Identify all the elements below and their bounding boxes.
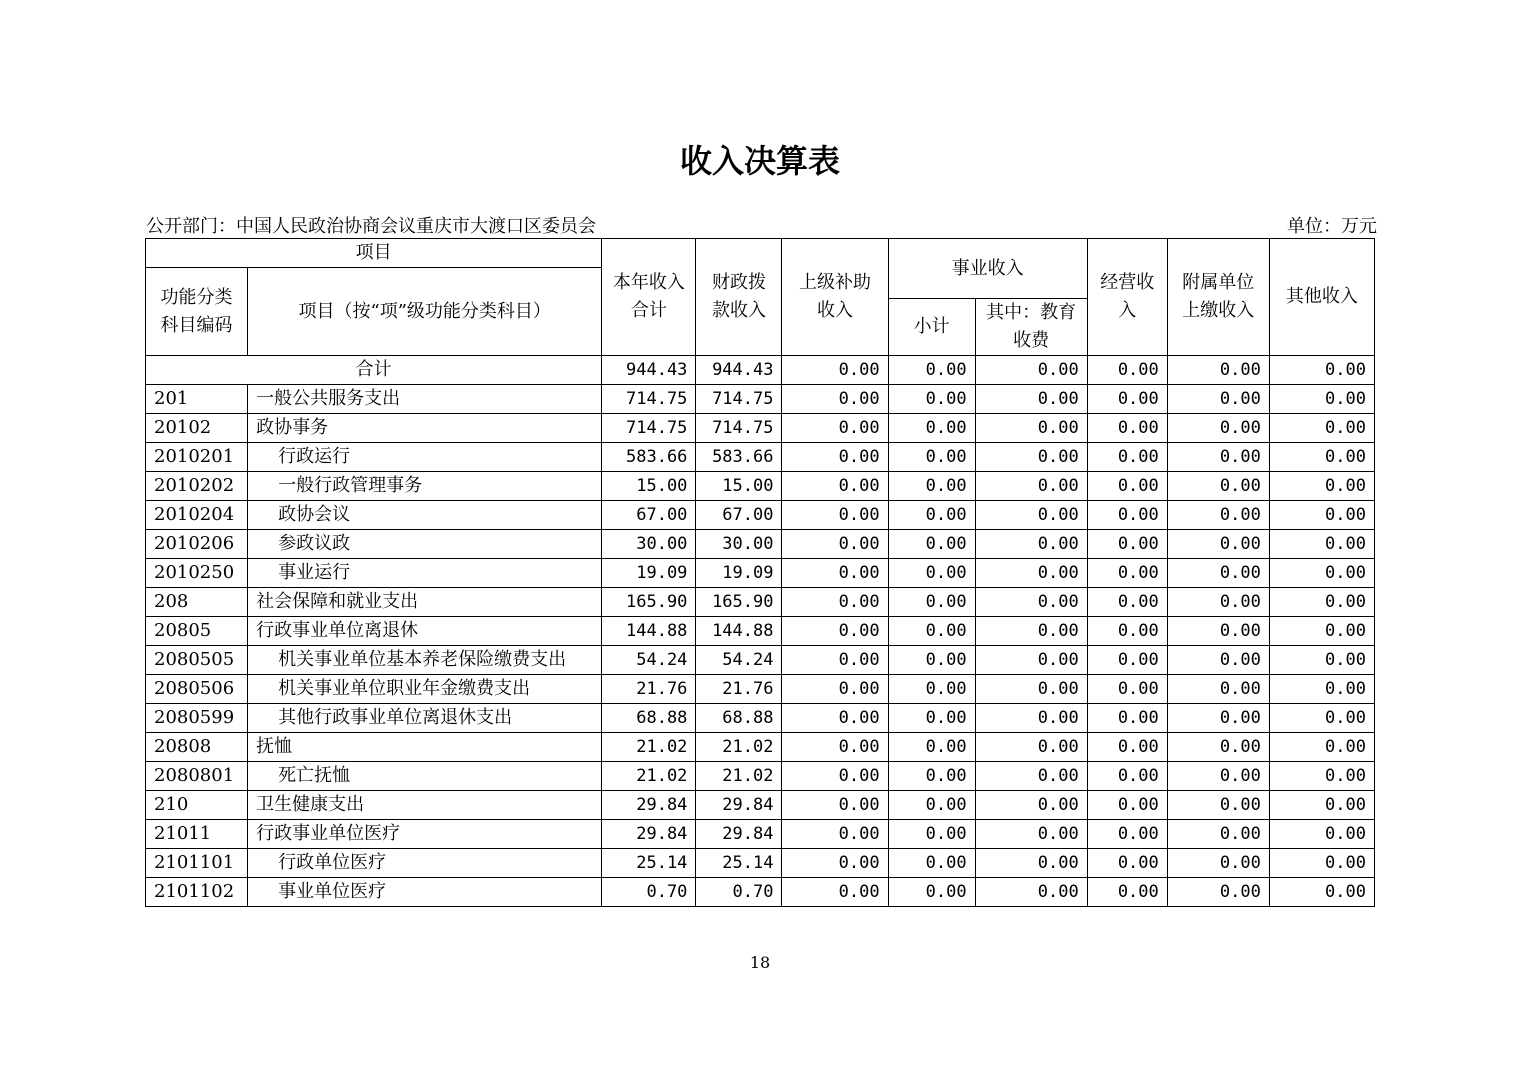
total-label: 合计 (146, 356, 602, 385)
row-value: 0.00 (1269, 414, 1374, 443)
total-value: 944.43 (602, 356, 696, 385)
row-value: 15.00 (602, 472, 696, 501)
row-code: 2080505 (146, 646, 248, 675)
table-body (146, 356, 1375, 907)
row-value: 0.70 (602, 878, 696, 907)
row-value: 714.75 (696, 385, 782, 414)
row-value: 0.00 (1087, 588, 1167, 617)
row-item-name: 事业运行 (248, 559, 602, 588)
row-value: 0.00 (782, 414, 888, 443)
row-value: 0.00 (975, 704, 1087, 733)
row-value: 0.00 (1269, 878, 1374, 907)
page-title: 收入决算表 (679, 142, 840, 180)
total-value: 0.00 (782, 356, 888, 385)
row-value: 0.00 (1087, 820, 1167, 849)
row-value: 0.00 (1167, 704, 1269, 733)
row-value: 0.00 (1087, 559, 1167, 588)
row-value: 0.00 (1087, 878, 1167, 907)
row-value: 0.00 (1167, 617, 1269, 646)
row-value: 0.00 (1087, 733, 1167, 762)
row-value: 67.00 (602, 501, 696, 530)
row-item-name: 社会保障和就业支出 (248, 588, 602, 617)
row-value: 0.00 (782, 501, 888, 530)
row-code: 2010202 (146, 472, 248, 501)
table-header (146, 239, 1375, 356)
table-row (146, 385, 1375, 414)
row-item-name: 机关事业单位基本养老保险缴费支出 (248, 646, 602, 675)
row-value: 0.00 (975, 820, 1087, 849)
table-row (146, 443, 1375, 472)
row-value: 0.00 (975, 849, 1087, 878)
header-education: 其中：教育收费 (975, 299, 1087, 356)
row-value: 0.00 (782, 878, 888, 907)
row-code: 20102 (146, 414, 248, 443)
row-value: 0.00 (888, 472, 975, 501)
row-value: 0.00 (1167, 530, 1269, 559)
row-item-name: 行政单位医疗 (248, 849, 602, 878)
row-value: 0.00 (975, 588, 1087, 617)
row-value: 0.00 (888, 385, 975, 414)
total-value: 0.00 (1087, 356, 1167, 385)
row-value: 0.00 (1167, 791, 1269, 820)
row-item-name: 行政事业单位离退休 (248, 617, 602, 646)
row-value: 0.00 (975, 472, 1087, 501)
row-value: 0.00 (782, 849, 888, 878)
row-item-name: 机关事业单位职业年金缴费支出 (248, 675, 602, 704)
header-project: 项目 (146, 239, 602, 268)
row-value: 0.00 (782, 530, 888, 559)
row-item-name: 行政运行 (248, 443, 602, 472)
row-value: 0.00 (888, 559, 975, 588)
table-row (146, 414, 1375, 443)
row-value: 714.75 (696, 414, 782, 443)
row-value: 0.00 (1167, 733, 1269, 762)
row-value: 0.00 (888, 443, 975, 472)
row-value: 30.00 (602, 530, 696, 559)
row-value: 0.00 (975, 443, 1087, 472)
row-code: 2080599 (146, 704, 248, 733)
row-value: 0.00 (888, 501, 975, 530)
row-value: 0.00 (975, 762, 1087, 791)
department-label: 公开部门：中国人民政治协商会议重庆市大渡口区委员会 (146, 216, 596, 237)
row-value: 0.00 (782, 559, 888, 588)
row-value: 0.00 (782, 733, 888, 762)
row-value: 0.00 (1087, 762, 1167, 791)
row-value: 0.00 (975, 675, 1087, 704)
row-value: 0.00 (1269, 443, 1374, 472)
row-value: 30.00 (696, 530, 782, 559)
row-value: 0.00 (1269, 704, 1374, 733)
row-code: 201 (146, 385, 248, 414)
total-value: 944.43 (696, 356, 782, 385)
table-row (146, 530, 1375, 559)
row-value: 0.00 (782, 675, 888, 704)
table-row (146, 588, 1375, 617)
header-superior: 上级补助收入 (782, 239, 888, 356)
row-value: 0.00 (1167, 414, 1269, 443)
row-value: 0.00 (888, 530, 975, 559)
row-value: 0.00 (1167, 385, 1269, 414)
row-value: 0.00 (888, 733, 975, 762)
row-value: 144.88 (696, 617, 782, 646)
row-value: 0.00 (782, 588, 888, 617)
row-value: 0.00 (1269, 559, 1374, 588)
header-other: 其他收入 (1269, 239, 1374, 356)
table-row (146, 472, 1375, 501)
row-item-name: 政协事务 (248, 414, 602, 443)
total-value: 0.00 (975, 356, 1087, 385)
row-value: 0.00 (888, 646, 975, 675)
header-total: 本年收入合计 (602, 239, 696, 356)
row-value: 0.00 (1167, 762, 1269, 791)
header-code: 功能分类科目编码 (146, 268, 248, 356)
table-row (146, 704, 1375, 733)
unit-label: 单位：万元 (1287, 216, 1377, 237)
row-value: 0.00 (1269, 646, 1374, 675)
row-value: 29.84 (602, 791, 696, 820)
row-value: 0.00 (782, 443, 888, 472)
total-value: 0.00 (1167, 356, 1269, 385)
row-value: 0.00 (1269, 820, 1374, 849)
row-value: 0.00 (782, 791, 888, 820)
row-value: 0.00 (1269, 791, 1374, 820)
table-row (146, 559, 1375, 588)
row-value: 0.00 (1087, 849, 1167, 878)
row-value: 0.00 (782, 704, 888, 733)
row-value: 0.00 (975, 385, 1087, 414)
row-value: 0.00 (782, 472, 888, 501)
row-value: 0.00 (888, 878, 975, 907)
row-value: 0.00 (1087, 530, 1167, 559)
row-value: 0.00 (888, 762, 975, 791)
header-business: 事业收入 (888, 239, 1087, 299)
row-value: 583.66 (602, 443, 696, 472)
income-table (145, 238, 1375, 907)
row-value: 0.00 (1167, 588, 1269, 617)
row-value: 583.66 (696, 443, 782, 472)
row-item-name: 一般公共服务支出 (248, 385, 602, 414)
row-item-name: 事业单位医疗 (248, 878, 602, 907)
row-value: 0.00 (782, 762, 888, 791)
row-value: 15.00 (696, 472, 782, 501)
row-value: 0.00 (1087, 385, 1167, 414)
row-value: 68.88 (696, 704, 782, 733)
row-item-name: 死亡抚恤 (248, 762, 602, 791)
row-value: 0.00 (1269, 849, 1374, 878)
table-row (146, 820, 1375, 849)
row-value: 0.00 (975, 791, 1087, 820)
row-item-name: 一般行政管理事务 (248, 472, 602, 501)
row-value: 0.00 (782, 646, 888, 675)
table-row (146, 849, 1375, 878)
row-code: 2080801 (146, 762, 248, 791)
row-value: 0.00 (1087, 675, 1167, 704)
table-row (146, 762, 1375, 791)
total-value: 0.00 (888, 356, 975, 385)
row-value: 54.24 (696, 646, 782, 675)
table-row (146, 675, 1375, 704)
row-code: 2101102 (146, 878, 248, 907)
header-item: 项目（按“项”级功能分类科目） (248, 268, 602, 356)
row-value: 165.90 (696, 588, 782, 617)
table-row (146, 501, 1375, 530)
row-value: 29.84 (696, 791, 782, 820)
row-value: 0.00 (1087, 646, 1167, 675)
row-value: 714.75 (602, 414, 696, 443)
row-value: 0.00 (1269, 675, 1374, 704)
row-item-name: 卫生健康支出 (248, 791, 602, 820)
row-value: 0.00 (1167, 559, 1269, 588)
row-code: 2010201 (146, 443, 248, 472)
row-code: 20808 (146, 733, 248, 762)
row-value: 0.00 (975, 646, 1087, 675)
row-value: 19.09 (602, 559, 696, 588)
row-value: 714.75 (602, 385, 696, 414)
row-value: 0.00 (1269, 733, 1374, 762)
header-operating: 经营收入 (1087, 239, 1167, 356)
row-value: 0.00 (888, 849, 975, 878)
row-value: 0.00 (1167, 646, 1269, 675)
row-value: 0.00 (1269, 501, 1374, 530)
row-value: 0.00 (975, 559, 1087, 588)
row-value: 0.00 (1269, 530, 1374, 559)
row-value: 29.84 (696, 820, 782, 849)
row-value: 0.00 (888, 791, 975, 820)
table-row (146, 617, 1375, 646)
row-value: 0.00 (888, 617, 975, 646)
row-value: 0.00 (1167, 849, 1269, 878)
table-row (146, 791, 1375, 820)
total-row (146, 356, 1375, 385)
row-code: 2010204 (146, 501, 248, 530)
row-value: 0.70 (696, 878, 782, 907)
row-value: 19.09 (696, 559, 782, 588)
row-value: 0.00 (1167, 878, 1269, 907)
row-value: 0.00 (975, 530, 1087, 559)
row-item-name: 行政事业单位医疗 (248, 820, 602, 849)
row-item-name: 参政议政 (248, 530, 602, 559)
row-code: 208 (146, 588, 248, 617)
row-value: 21.02 (696, 762, 782, 791)
row-value: 0.00 (1269, 472, 1374, 501)
row-value: 21.76 (602, 675, 696, 704)
row-value: 0.00 (1087, 472, 1167, 501)
row-code: 210 (146, 791, 248, 820)
row-value: 0.00 (1167, 501, 1269, 530)
row-code: 21011 (146, 820, 248, 849)
row-value: 0.00 (1087, 704, 1167, 733)
row-value: 0.00 (975, 414, 1087, 443)
row-value: 0.00 (888, 588, 975, 617)
row-value: 0.00 (975, 617, 1087, 646)
row-value: 21.02 (696, 733, 782, 762)
row-value: 0.00 (1087, 617, 1167, 646)
row-item-name: 其他行政事业单位离退休支出 (248, 704, 602, 733)
table-row (146, 646, 1375, 675)
row-value: 0.00 (1167, 443, 1269, 472)
row-value: 25.14 (696, 849, 782, 878)
row-value: 0.00 (1167, 472, 1269, 501)
header-affiliated: 附属单位上缴收入 (1167, 239, 1269, 356)
table-row (146, 878, 1375, 907)
row-value: 165.90 (602, 588, 696, 617)
row-value: 25.14 (602, 849, 696, 878)
row-value: 0.00 (888, 414, 975, 443)
row-code: 2010206 (146, 530, 248, 559)
header-fiscal: 财政拨款收入 (696, 239, 782, 356)
row-value: 21.02 (602, 762, 696, 791)
row-value: 0.00 (1269, 617, 1374, 646)
page-number: 18 (749, 953, 771, 972)
row-value: 0.00 (1087, 443, 1167, 472)
row-code: 2101101 (146, 849, 248, 878)
total-value: 0.00 (1269, 356, 1374, 385)
row-value: 0.00 (888, 820, 975, 849)
row-value: 21.76 (696, 675, 782, 704)
row-value: 0.00 (782, 820, 888, 849)
row-item-name: 政协会议 (248, 501, 602, 530)
row-value: 144.88 (602, 617, 696, 646)
row-value: 0.00 (975, 733, 1087, 762)
row-value: 0.00 (975, 878, 1087, 907)
row-code: 20805 (146, 617, 248, 646)
row-value: 67.00 (696, 501, 782, 530)
header-subtotal: 小计 (888, 299, 975, 356)
row-code: 2010250 (146, 559, 248, 588)
row-value: 0.00 (888, 704, 975, 733)
row-value: 29.84 (602, 820, 696, 849)
row-value: 0.00 (1167, 820, 1269, 849)
row-value: 0.00 (1269, 385, 1374, 414)
row-value: 0.00 (1269, 588, 1374, 617)
row-value: 0.00 (782, 617, 888, 646)
row-value: 0.00 (1087, 791, 1167, 820)
row-value: 21.02 (602, 733, 696, 762)
row-value: 0.00 (888, 675, 975, 704)
row-code: 2080506 (146, 675, 248, 704)
row-value: 68.88 (602, 704, 696, 733)
row-value: 0.00 (1087, 414, 1167, 443)
row-value: 0.00 (1269, 762, 1374, 791)
row-value: 0.00 (975, 501, 1087, 530)
table-row (146, 733, 1375, 762)
row-value: 0.00 (1167, 675, 1269, 704)
row-value: 0.00 (782, 385, 888, 414)
row-value: 0.00 (1087, 501, 1167, 530)
row-value: 54.24 (602, 646, 696, 675)
row-item-name: 抚恤 (248, 733, 602, 762)
